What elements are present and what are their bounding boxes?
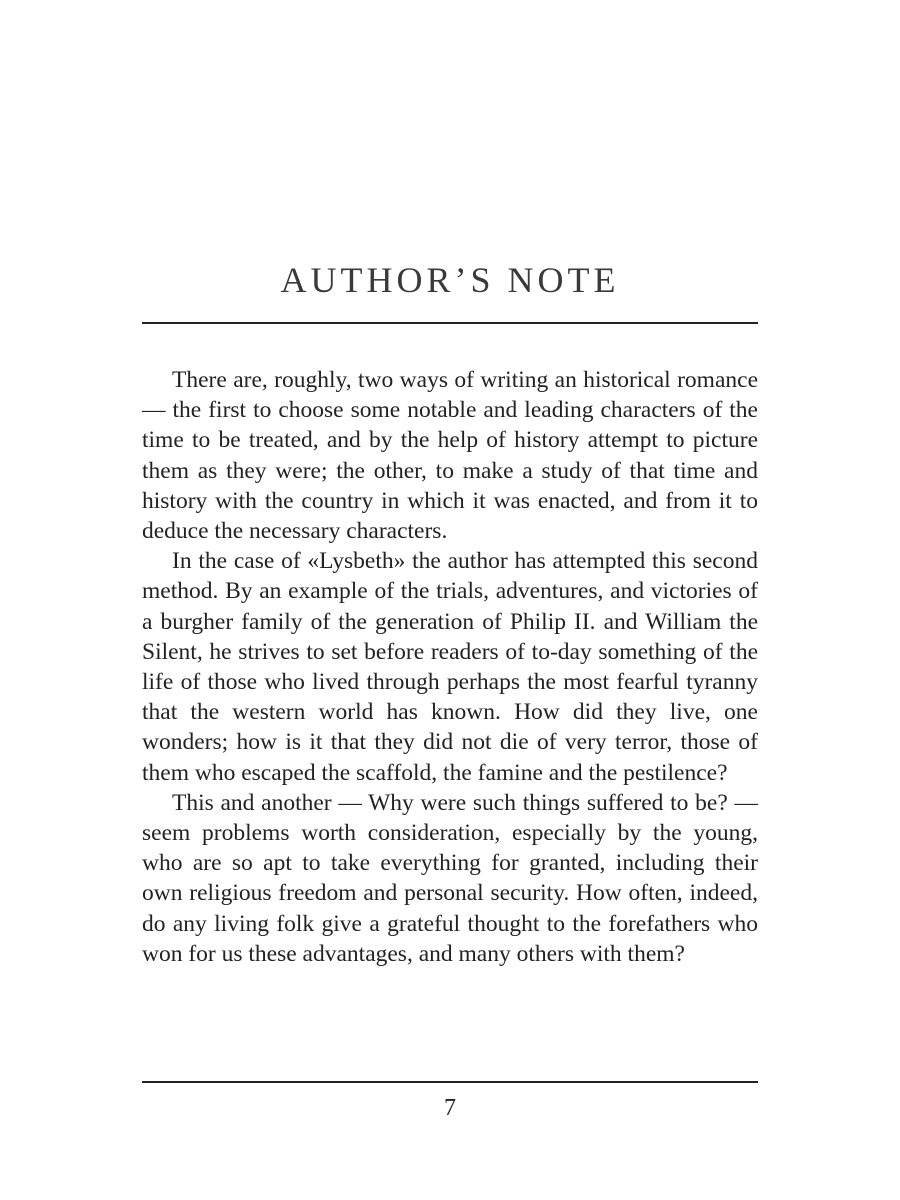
page-number: 7 [444,1095,456,1121]
chapter-title: AUTHOR’S NOTE [280,260,620,300]
paragraph: There are, roughly, two ways of writing an historical romance — the first to choose some notable and leading characters of the time to be treated, and by the help of history attempt to picture them as they were; the other, to make a study of that time and history with the country in which it was enacted, and from it to deduce the necessary characters. [142,367,758,545]
footer-rule [142,1081,758,1083]
paragraph: This and another — Why were such things suffered to be? — seem problems worth consideration, especially by the young, who are so apt to take everything for granted, including their own religious freedom and personal security. How often, indeed, do any living folk give a grateful thought to the forefathers who won for us these advantages, and many others with them? [142,789,758,967]
body-text [142,365,758,969]
paragraph: In the case of «Lysbeth» the author has attempted this second method. By an example of the trials, adventures, and victories of a burgher family of the generation of Philip II. and William the Silent, he strives to set before readers of to-day something of the life of those who lived through perhaps the most fearful tyranny that the western world has known. How did they live, one wonders; how is it that they did not die of very terror, those of them who escaped the scaffold, the famine and the pestilence? [142,548,758,786]
title-rule [142,322,758,324]
